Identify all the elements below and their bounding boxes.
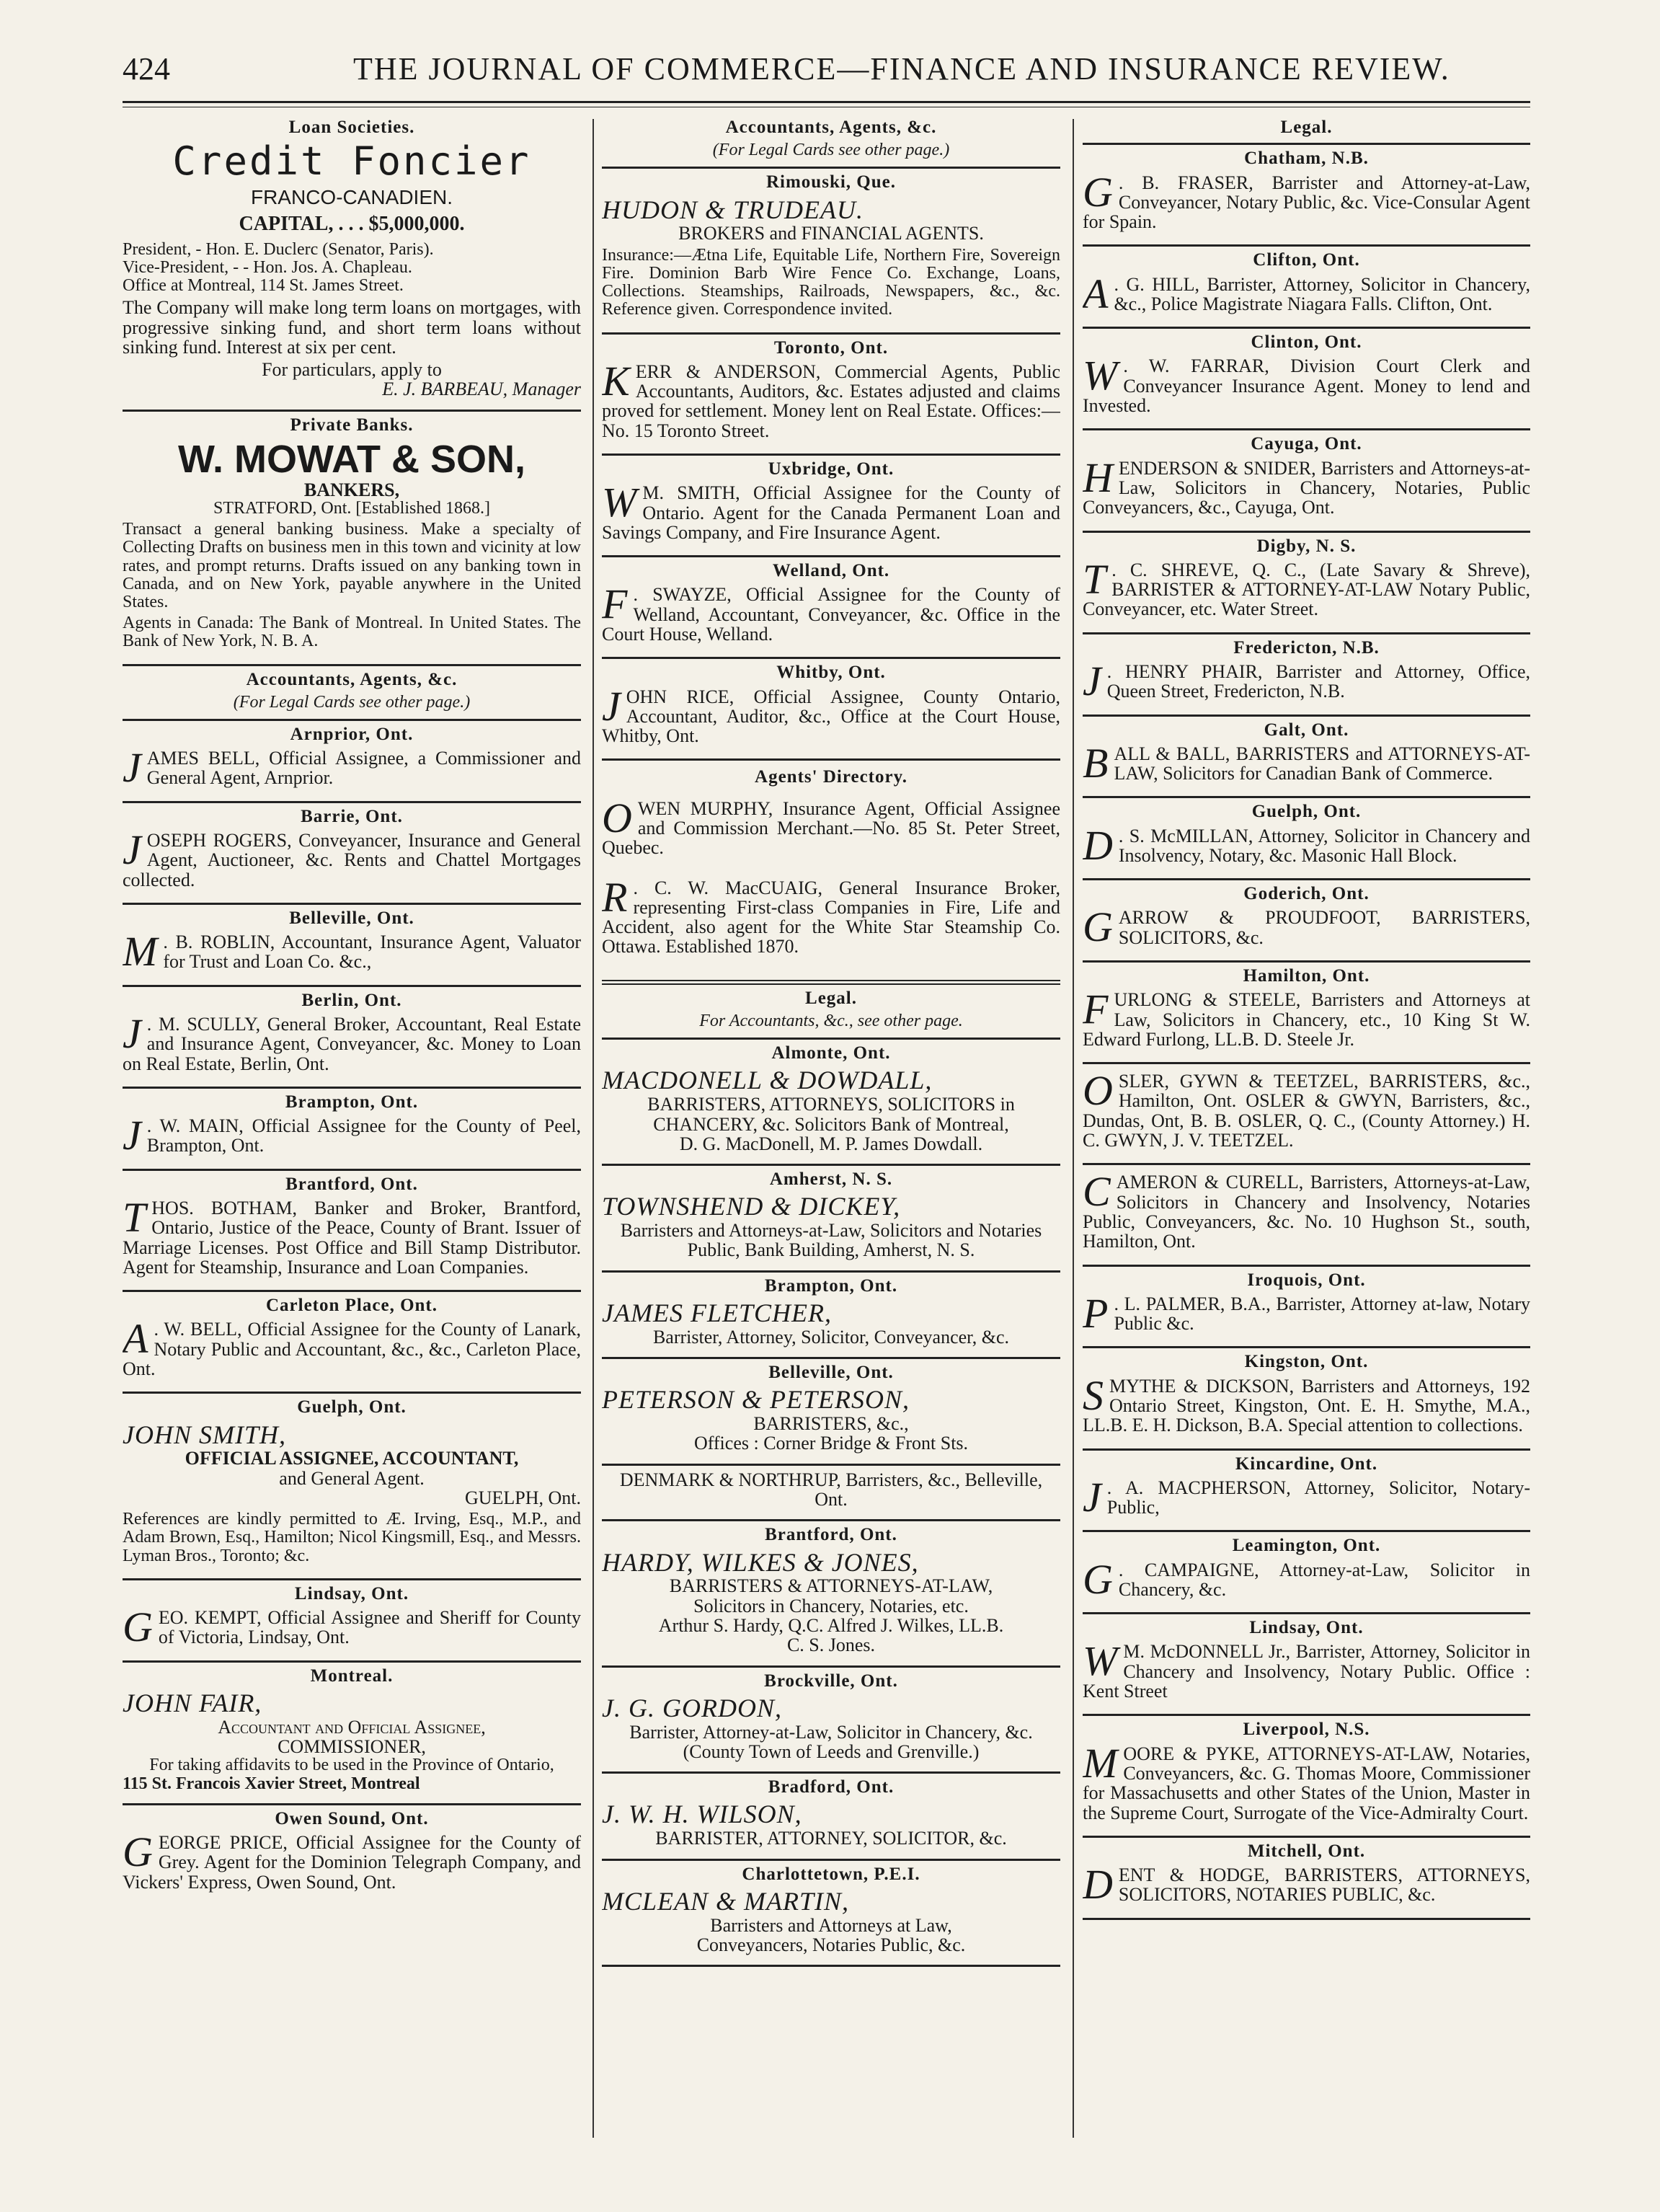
listing-rimouski (602, 169, 1060, 334)
listing-line: 115 St. Francois Xavier Street, Montreal (123, 1774, 420, 1793)
listing-body (602, 479, 1060, 543)
drop-initial: J (1083, 657, 1101, 704)
listing (1083, 798, 1530, 880)
listing-guelph (123, 1394, 581, 1580)
listing-body (1083, 903, 1530, 951)
listing-place: Welland, Ont. (772, 561, 890, 581)
listing-text: ERR & ANDERSON, Commercial Agents, Public Accountants, Auditors, &c. Estates adjusted and claims proved for settlement. Money lent on Real Estate. Offices:—No. 15 Toronto Street. (602, 360, 1060, 441)
office-line: Office at Montreal, 114 St. James Street. (123, 276, 404, 296)
listing-body (123, 1315, 581, 1380)
listing-place: Brockville, Ont. (764, 1671, 898, 1691)
listing-body (1083, 352, 1530, 417)
listing (1083, 1614, 1530, 1716)
section-title: Loan Societies. (288, 118, 415, 137)
drop-initial: F (602, 580, 628, 628)
listing (123, 1292, 581, 1394)
drop-initial: G (1083, 168, 1113, 216)
listing-body (1083, 454, 1530, 518)
column-left (123, 114, 581, 2176)
listing-place: Kingston, Ont. (1244, 1352, 1369, 1372)
listing-body (1083, 1067, 1530, 1151)
listing-name: HUDON & TRUDEAU. (602, 195, 864, 224)
listing-place: Mitchell, Ont. (1247, 1841, 1366, 1861)
bank-body: Transact a general banking business. Make a specialty of Collecting Drafts on business men in this town and vicinity at low rates, and prompt returns. Drafts issued on any banking town in Canada, and on New York, payable anywhere in the United States. (123, 520, 581, 611)
drop-initial: T (1083, 555, 1106, 603)
drop-initial: J (123, 744, 141, 792)
drop-initial: O (1083, 1067, 1113, 1115)
listing-body (123, 928, 581, 976)
private-banks-section (123, 412, 581, 666)
listing-place: Carleton Place, Ont. (265, 1296, 438, 1316)
listing-text: URLONG & STEELE, Barristers and Attorneys at Law, Solicitors in Chancery, etc., 10 King St W. Edward Furlong, LL.B. D. Steele Jr. (1083, 989, 1530, 1050)
listing-line: C. S. Jones. (786, 1634, 876, 1656)
listing-text: . SWAYZE, Official Assignee for the County of Welland, Accountant, Conveyancer, &c. Office in the Court House, Welland. (602, 584, 1060, 645)
listing (1083, 1451, 1530, 1533)
listing-name: J. W. H. WILSON, (602, 1800, 802, 1829)
listing-place: Almonte, Ont. (771, 1043, 891, 1063)
listing-body (1083, 739, 1530, 787)
drop-initial: G (1083, 1555, 1113, 1603)
listing (602, 1521, 1060, 1667)
listing-line: BARRISTERS & ATTORNEYS-AT-LAW, (669, 1575, 993, 1597)
listing-text: . C. W. MacCUAIG, General Insurance Broker, representing First-class Companies in Fire, Life and Accident, also agent for the White Star Steamship Co. Ottawa. Established 1870. (602, 877, 1060, 957)
listing-text: . W. BELL, Official Assignee for the County of Lanark, Notary Public and Accountant, &c., &c., Carleton Place, Ont. (123, 1319, 581, 1380)
listing-line: For taking affidavits to be used in the Province of Ontario, (149, 1756, 554, 1775)
listing (602, 1668, 1060, 1774)
listing-name: J. G. GORDON, (602, 1693, 782, 1722)
drop-initial: H (1083, 454, 1113, 501)
listing-text: OSEPH ROGERS, Conveyancer, Insurance and General Agent, Auctioneer, &c. Rents and Chattel Mortgages collected. (123, 830, 581, 890)
drop-initial: M (123, 928, 158, 976)
listing-body (1083, 168, 1530, 233)
listing (123, 1171, 581, 1292)
drop-initial: W (1083, 1637, 1118, 1685)
listing-text: EO. KEMPT, Official Assignee and Sheriff for County of Victoria, Lindsay, Ont. (158, 1607, 581, 1648)
listing-place: Lindsay, Ont. (1249, 1618, 1364, 1638)
listing-line: COMMISSIONER, (278, 1736, 426, 1758)
listing-body (123, 826, 581, 890)
loan-body: The Company will make long term loans on mortgages, with progressive sinking fund, and short term loans without sinking fund. Interest at six per cent. (123, 297, 581, 358)
listing (123, 905, 581, 987)
column-right (1083, 114, 1530, 2176)
advertiser-name: Credit Foncier (172, 138, 531, 185)
listing-text: WEN MURPHY, Insurance Agent, Official Assignee and Commission Merchant.—No. 85 St. Peter Street, Quebec. (602, 797, 1060, 859)
agents-line: Agents in Canada: The Bank of Montreal. In United States. The Bank of New York, N. B. A. (123, 614, 581, 651)
listing-place: Brampton, Ont. (764, 1275, 898, 1296)
listing (602, 1040, 1060, 1166)
listing-text: . B. FRASER, Barrister and Attorney-at-Law, Conveyancer, Notary Public, &c. Vice-Consular Agent for Spain. (1083, 172, 1530, 233)
listing-line: BROKERS and FINANCIAL AGENTS. (678, 223, 984, 244)
drop-initial: J (1083, 1473, 1101, 1521)
listing (123, 721, 581, 803)
listing-text: OORE & PYKE, ATTORNEYS-AT-LAW, Notaries, Conveyancers, &c. G. Thomas Moore, Commissioner for Massachusetts and other States of the Union, Master in the Supreme Court, Surrogate of the Vice-Admiralty Court. (1083, 1743, 1530, 1823)
listing-text: M. McDONNELL Jr., Barrister, Attorney, Solicitor in Chancery and Insolvency, Notary Public. Office : Kent Street (1083, 1641, 1530, 1702)
listing-text: . W. MAIN, Official Assignee for the County of Peel, Brampton, Ont. (146, 1115, 581, 1156)
listing-line: BARRISTERS, ATTORNEYS, SOLICITORS in CHANCERY, &c. Solicitors Bank of Montreal, (647, 1094, 1015, 1135)
listing-text: . CAMPAIGNE, Attorney-at-Law, Solicitor in Chancery, &c. (1118, 1559, 1530, 1600)
drop-initial: C (1083, 1168, 1111, 1216)
manager-line: E. J. BARBEAU, Manager (382, 379, 581, 400)
drop-initial: J (602, 682, 621, 730)
listing-place: Guelph, Ont. (297, 1397, 407, 1417)
listing-line: DENMARK & NORTHRUP, Barristers, &c., Belleville, Ont. (619, 1469, 1043, 1510)
listing-place: Uxbridge, Ont. (768, 459, 895, 479)
listing-line: OFFICIAL ASSIGNEE, ACCOUNTANT, (185, 1448, 519, 1469)
listing-text: ENDERSON & SNIDER, Barristers and Attorneys-at-Law, Solicitors in Chancery, Notaries, Public Conveyancers, &c., Cayuga, Ont. (1083, 457, 1530, 518)
listing (1083, 963, 1530, 1064)
listing-body (602, 794, 1060, 859)
listing-place: Iroquois, Ont. (1247, 1270, 1366, 1290)
listing (1083, 533, 1530, 634)
listing-text: ARROW & PROUDFOOT, BARRISTERS, SOLICITORS, &c. (1118, 907, 1530, 948)
drop-initial: J (123, 826, 141, 874)
advertiser-subtitle: BANKERS, (303, 479, 400, 500)
listing (1083, 329, 1530, 430)
listing-name: JOHN FAIR, (123, 1688, 262, 1717)
listing-place: Belleville, Ont. (289, 908, 414, 928)
listing-name: JAMES FLETCHER, (602, 1298, 832, 1327)
listing-body (1083, 821, 1530, 869)
advertiser-subtitle: FRANCO-CANADIEN. (250, 185, 453, 208)
drop-initial: G (123, 1828, 153, 1875)
listing-place: Brampton, Ont. (285, 1092, 419, 1112)
listing-text: OHN RICE, Official Assignee, County Ontario, Accountant, Auditor, &c., Office at the Court House, Whitby, Ont. (602, 686, 1060, 747)
listing (602, 557, 1060, 659)
listing-body (1083, 1168, 1530, 1252)
listing-line: Conveyancers, Notaries Public, &c. (696, 1934, 966, 1955)
listing-body (1083, 1289, 1530, 1337)
listing-place: Clinton, Ont. (1251, 332, 1362, 353)
listing-body (123, 1010, 581, 1074)
listing-place: Owen Sound, Ont. (275, 1808, 429, 1828)
listing (602, 1774, 1060, 1860)
president-line: President, - Hon. E. Duclerc (Senator, Paris). (123, 239, 434, 259)
listing-body (123, 1194, 581, 1278)
listing (123, 1089, 581, 1171)
listing-body (1083, 1555, 1530, 1603)
listing (123, 987, 581, 1089)
listing-place: Digby, N. S. (1256, 536, 1357, 556)
page-title: THE JOURNAL OF COMMERCE—FINANCE AND INSURANCE REVIEW. (353, 51, 1450, 87)
listing-place: Goderich, Ont. (1243, 884, 1370, 904)
drop-initial: W (1083, 352, 1118, 399)
listing-place: Leamington, Ont. (1232, 1536, 1381, 1556)
drop-initial: O (602, 794, 632, 841)
listing (1083, 717, 1530, 799)
page-header (123, 50, 1530, 101)
listing (602, 456, 1060, 557)
listing (602, 1166, 1060, 1273)
listing-body (1083, 1637, 1530, 1702)
listing-text: Insurance:—Ætna Life, Equitable Life, Northern Fire, Sovereign Fire. Dominion Barb Wire Fence Co. Exchange, Loans, Collections. Steamships, Railroads, Newspapers, &c., &c. Reference given. Correspondence invited. (602, 245, 1060, 319)
listing (602, 1273, 1060, 1359)
listing-body (1083, 657, 1530, 704)
listing-place: Brantford, Ont. (285, 1174, 418, 1194)
listing-place: Arnprior, Ont. (290, 724, 414, 744)
listing (1083, 1165, 1530, 1266)
listing (1083, 1064, 1530, 1165)
section-title: Legal. (805, 988, 857, 1008)
listing (1083, 430, 1530, 532)
listing-name: MACDONELL & DOWDALL, (602, 1066, 933, 1095)
place-line: STRATFORD, Ont. [Established 1868.] (213, 499, 490, 518)
agents-directory-section (602, 761, 1060, 984)
listing-line: Barristers and Attorneys-at-Law, Solicitors and Notaries Public, Bank Building, Amherst, N. S. (620, 1220, 1042, 1261)
listing-place: Fredericton, N.B. (1233, 637, 1380, 658)
listing-line: GUELPH, Ont. (464, 1487, 581, 1508)
listing-body (1083, 1861, 1530, 1908)
listing-text: . M. SCULLY, General Broker, Accountant, Real Estate and Insurance Agent, Conveyancer, &c. Money to Loan on Real Estate, Berlin, Ont. (123, 1014, 581, 1074)
drop-initial: J (123, 1010, 141, 1058)
drop-initial: P (1083, 1289, 1109, 1337)
listing-text: . B. ROBLIN, Accountant, Insurance Agent, Valuator for Trust and Loan Co. &c., (163, 932, 581, 973)
listing-text: . C. SHREVE, Q. C., (Late Savary & Shreve), BARRISTER & ATTORNEY-AT-LAW Notary Public, Conveyancer, etc. Water Street. (1083, 559, 1530, 620)
listing-text: EORGE PRICE, Official Assignee for the County of Grey. Agent for the Dominion Telegraph Company, and Vickers' Express, Owen Sound, Ont. (123, 1831, 581, 1893)
listing-place: Berlin, Ont. (301, 990, 402, 1010)
listing (602, 792, 1060, 871)
accountants-heading (123, 666, 581, 721)
drop-initial: D (1083, 1861, 1113, 1908)
listing-body (1083, 1739, 1530, 1823)
listing-body (1083, 1473, 1530, 1521)
listing (1083, 880, 1530, 963)
listing-place: Whitby, Ont. (776, 663, 886, 683)
listing-lindsay (123, 1580, 581, 1663)
section-note: (For Legal Cards see other page.) (233, 692, 471, 712)
listing-text: . HENRY PHAIR, Barrister and Attorney, Office, Queen Street, Fredericton, N.B. (1106, 660, 1530, 702)
drop-initial: D (1083, 821, 1113, 869)
listing (602, 335, 1060, 456)
vice-president-line: Vice-President, - - Hon. Jos. A. Chapleau. (123, 257, 412, 277)
listing-name: HARDY, WILKES & JONES, (602, 1547, 919, 1577)
listing (1083, 1716, 1530, 1837)
listing (1083, 1267, 1530, 1349)
accountants-heading (602, 114, 1060, 169)
listing-text: MYTHE & DICKSON, Barristers and Attorneys, 192 Ontario Street, Kingston, Ont. E. H. Smythe, M.A., LL.B. E. H. Dickson, B.A. Special attention to collections. (1083, 1375, 1530, 1436)
drop-initial: W (602, 479, 637, 526)
listing-name: JOHN SMITH, (123, 1420, 286, 1449)
section-title: Private Banks. (290, 415, 414, 435)
listing-text: . W. FARRAR, Division Court Clerk and Conveyancer Insurance Agent. Money to lend and Invested. (1083, 355, 1530, 417)
listing-line: D. G. MacDonell, M. P. James Dowdall. (679, 1133, 983, 1154)
section-title: Accountants, Agents, &c. (246, 669, 458, 689)
drop-initial: M (1083, 1739, 1118, 1787)
legal-heading (1083, 114, 1530, 145)
listing (1083, 1348, 1530, 1450)
listing-references: References are kindly permitted to Æ. Irving, Esq., M.P., and Adam Brown, Esq., Hamilton; Nicol Kingsmill, Esq., and Messrs. Lyman Bros., Toronto; &c. (123, 1510, 581, 1565)
listing-text: ALL & BALL, BARRISTERS and ATTORNEYS-AT-LAW, Solicitors for Canadian Bank of Commerce. (1114, 743, 1530, 784)
drop-initial: A (1083, 270, 1109, 317)
listing-montreal (123, 1663, 581, 1805)
listing-text: AMES BELL, Official Assignee, a Commissioner and General Agent, Arnprior. (146, 748, 581, 789)
listing-text: AMERON & CURELL, Barristers, Attorneys-at-Law, Solicitors in Chancery and Insolvency, Notaries Public, Conveyancers, &c. No. 10 Hughson St., south, Hamilton, Ont. (1083, 1172, 1530, 1252)
listing-place: Kincardine, Ont. (1235, 1454, 1378, 1474)
drop-initial: A (123, 1315, 148, 1363)
section-title: Accountants, Agents, &c. (725, 118, 937, 137)
listing (602, 1861, 1060, 1968)
listing-line: BARRISTERS, &c., (753, 1413, 909, 1435)
particulars-line: For particulars, apply to (262, 359, 442, 381)
drop-initial: G (123, 1603, 153, 1651)
listing-place: Hamilton, Ont. (1243, 966, 1370, 986)
listing (602, 659, 1060, 761)
listing-text: . S. McMILLAN, Attorney, Solicitor in Chancery and Insolvency, Notary, &c. Masonic Hall Block. (1118, 825, 1530, 866)
listing-body (1083, 986, 1530, 1050)
listing-place: Chatham, N.B. (1244, 149, 1369, 169)
listing-body (123, 744, 581, 792)
listing-name: PETERSON & PETERSON, (602, 1385, 910, 1415)
listing-text: . L. PALMER, B.A., Barrister, Attorney at-law, Notary Public &c. (1114, 1293, 1530, 1335)
listing (123, 803, 581, 905)
listing-line: Solicitors in Chancery, Notaries, etc. (693, 1595, 969, 1616)
listing-place: Guelph, Ont. (1251, 802, 1362, 822)
listing (1083, 634, 1530, 717)
loan-societies-section (123, 114, 581, 412)
listing-line: Barrister, Attorney-at-Law, Solicitor in Chancery, &c. (County Town of Leeds and Grenville.) (629, 1721, 1033, 1762)
drop-initial: R (602, 873, 628, 921)
listing-text: HOS. BOTHAM, Banker and Broker, Brantford, Ontario, Justice of the Peace, County of Brant. Issuer of Marriage Licenses. Post Office and Bill Stamp Distributor. Agent for Steamship, Insurance and Loan Companies. (123, 1198, 581, 1278)
listing-body (1083, 555, 1530, 620)
drop-initial: T (123, 1194, 146, 1241)
page-number: 424 (123, 51, 170, 87)
listing-line: Offices : Corner Bridge & Front Sts. (693, 1433, 969, 1454)
drop-initial: B (1083, 739, 1109, 787)
listing-place: Liverpool, N.S. (1243, 1720, 1370, 1740)
listing-body (602, 873, 1060, 957)
listing-body (1083, 270, 1530, 317)
section-title: Agents' Directory. (755, 767, 907, 787)
listing-place: Lindsay, Ont. (294, 1583, 409, 1603)
listing-line: and General Agent. (279, 1467, 425, 1489)
listing-place: Amherst, N. S. (769, 1169, 893, 1190)
listing-text: SLER, GYWN & TEETZEL, BARRISTERS, &c., Hamilton, Ont. OSLER & GWYN, Barristers, &c., Dundas, Ont, B. B. OSLER, Q. C., (County Attorney.) H. C. GWYN, J. V. TEETZEL. (1083, 1071, 1530, 1151)
listing (1083, 1838, 1530, 1920)
drop-initial: F (1083, 986, 1109, 1033)
listing-name: TOWNSHEND & DICKEY, (602, 1192, 901, 1221)
section-title: Legal. (1280, 118, 1333, 137)
section-note: (For Legal Cards see other page.) (712, 141, 950, 160)
drop-initial: G (1083, 903, 1113, 951)
drop-initial: J (123, 1112, 141, 1159)
column-middle (602, 114, 1060, 2176)
listing-place: Brantford, Ont. (765, 1525, 897, 1545)
capital-line: CAPITAL, . . . $5,000,000. (239, 213, 465, 236)
listing (602, 1466, 1060, 1522)
listing-text: . A. MACPHERSON, Attorney, Solicitor, Notary-Public, (1106, 1477, 1530, 1518)
section-note: For Accountants, &c., see other page. (699, 1011, 963, 1030)
drop-initial: S (1083, 1371, 1104, 1419)
listing-text: ENT & HODGE, BARRISTERS, ATTORNEYS, SOLICITORS, NOTARIES PUBLIC, &c. (1118, 1864, 1530, 1906)
listing-place: Montreal. (310, 1665, 394, 1686)
listing-place: Barrie, Ont. (301, 806, 403, 826)
listing-body (123, 1112, 581, 1159)
listing-place: Cayuga, Ont. (1251, 434, 1362, 454)
listing-line: BARRISTER, ATTORNEY, SOLICITOR, &c. (655, 1828, 1007, 1849)
listing-body (602, 682, 1060, 747)
listing-line: Barristers and Attorneys at Law, (710, 1914, 952, 1936)
listing-body (1083, 1371, 1530, 1436)
listing-name: MCLEAN & MARTIN, (602, 1886, 850, 1916)
drop-initial: K (602, 357, 630, 404)
listing-body (602, 580, 1060, 645)
listing-place: Clifton, Ont. (1253, 250, 1360, 270)
listing (602, 871, 1060, 970)
listing-body (602, 357, 1060, 441)
listing (602, 1359, 1060, 1466)
listing-place: Charlottetown, P.E.I. (742, 1864, 920, 1884)
advertiser-name: W. MOWAT & SON, (178, 438, 525, 482)
listing-text: M. SMITH, Official Assignee for the County of Ontario. Agent for the Canada Permanent Loan and Savings Company, and Fire Insurance Agent. (602, 482, 1060, 543)
listing-place: Galt, Ont. (1264, 720, 1349, 740)
listing-place: Rimouski, Que. (765, 172, 896, 193)
header-rule (123, 101, 1530, 103)
listing-owen-sound (123, 1805, 581, 1905)
listing-place: Bradford, Ont. (768, 1777, 895, 1797)
listing-text: . G. HILL, Barrister, Attorney, Solicitor in Chancery, &c., Police Magistrate Niagara Falls. Clifton, Ont. (1114, 273, 1530, 314)
listing (1083, 145, 1530, 247)
listing-line: Barrister, Attorney, Solicitor, Conveyancer, &c. (652, 1326, 1010, 1348)
listing (1083, 247, 1530, 329)
listing-line: Accountant and Official Assignee, (218, 1716, 486, 1738)
legal-heading (602, 985, 1060, 1040)
listing-place: Belleville, Ont. (768, 1363, 894, 1383)
listing-line: Arthur S. Hardy, Q.C. Alfred J. Wilkes, LL.B. (658, 1614, 1004, 1636)
listing (1083, 1532, 1530, 1614)
listing-place: Toronto, Ont. (773, 337, 889, 358)
